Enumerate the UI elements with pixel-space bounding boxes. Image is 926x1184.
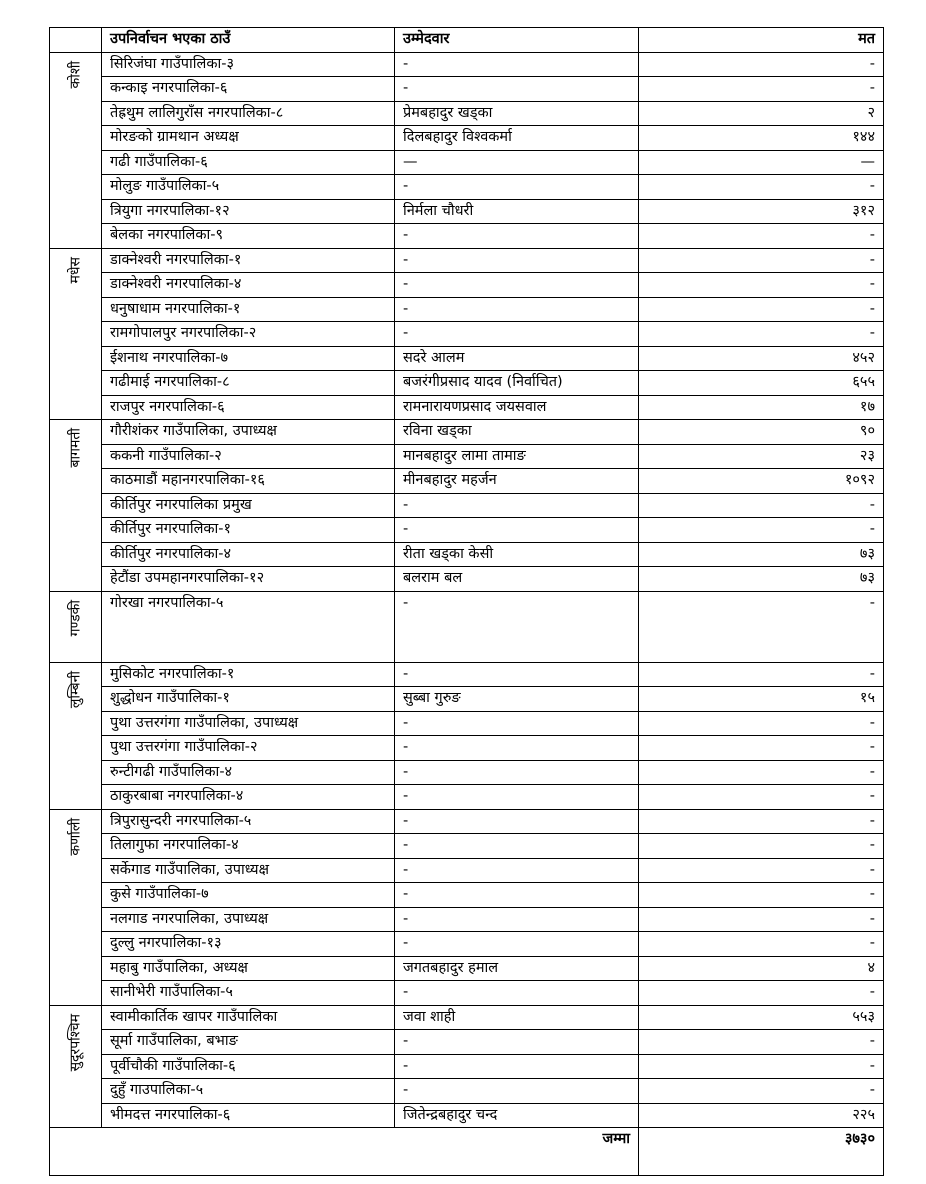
table-row (50, 956, 884, 981)
table-row (50, 591, 884, 662)
table-row (50, 346, 884, 371)
candidate-cell: - (395, 760, 639, 785)
votes-cell: - (639, 883, 884, 908)
place-cell: सानीभेरी गाउँपालिका-५ (102, 981, 395, 1006)
place-cell: राजपुर नगरपालिका-६ (102, 395, 395, 420)
table-row (50, 444, 884, 469)
table-row (50, 1103, 884, 1128)
place-cell: ककनी गाउँपालिका-२ (102, 444, 395, 469)
province-label: लुम्बिनी (67, 670, 83, 708)
candidate-cell: - (395, 297, 639, 322)
place-cell: कीर्तिपुर नगरपालिका-१ (102, 518, 395, 543)
total-row (50, 1128, 884, 1176)
place-header: उपनिर्वाचन भएका ठाउँ (102, 28, 395, 53)
table-row (50, 932, 884, 957)
place-cell: ईशनाथ नगरपालिका-७ (102, 346, 395, 371)
candidate-cell: - (395, 1054, 639, 1079)
votes-cell: - (639, 1054, 884, 1079)
votes-cell: - (639, 175, 884, 200)
candidate-cell: - (395, 175, 639, 200)
votes-cell: - (639, 248, 884, 273)
place-cell: रामगोपालपुर नगरपालिका-२ (102, 322, 395, 347)
votes-cell: - (639, 493, 884, 518)
place-cell: डाक्नेश्वरी नगरपालिका-४ (102, 273, 395, 298)
candidate-cell: रविना खड्का (395, 420, 639, 445)
table-row (50, 858, 884, 883)
place-cell: काठमाडौं महानगरपालिका-१६ (102, 469, 395, 494)
votes-cell: १४४ (639, 126, 884, 151)
place-cell: महाबु गाउँपालिका, अध्यक्ष (102, 956, 395, 981)
votes-cell: १०९२ (639, 469, 884, 494)
candidate-cell: दिलबहादुर विश्वकर्मा (395, 126, 639, 151)
votes-cell: - (639, 1030, 884, 1055)
province-label: कर्णाली (67, 817, 83, 856)
place-cell: गढीमाई नगरपालिका-८ (102, 371, 395, 396)
place-cell: रुन्टीगढी गाउँपालिका-४ (102, 760, 395, 785)
candidate-cell: सुब्बा गुरुङ (395, 687, 639, 712)
place-cell: कीर्तिपुर नगरपालिका प्रमुख (102, 493, 395, 518)
place-cell: गढी गाउँपालिका-६ (102, 150, 395, 175)
table-body (50, 52, 884, 1128)
votes-cell: - (639, 809, 884, 834)
province-label: गण्डकी (67, 599, 83, 636)
table-row (50, 297, 884, 322)
candidate-cell: - (395, 273, 639, 298)
candidate-cell: - (395, 591, 639, 662)
province-label: सुदूरपश्चिम (67, 1013, 83, 1071)
votes-cell: - (639, 834, 884, 859)
table-row (50, 199, 884, 224)
province-cell (50, 248, 102, 420)
votes-cell: ७३ (639, 542, 884, 567)
byelection-results-table (49, 27, 884, 1176)
table-row (50, 52, 884, 77)
place-cell: हेटौंडा उपमहानगरपालिका-१२ (102, 567, 395, 592)
table-row (50, 760, 884, 785)
table-row (50, 493, 884, 518)
candidate-cell: - (395, 834, 639, 859)
table-row (50, 395, 884, 420)
votes-cell: ५५३ (639, 1005, 884, 1030)
candidate-cell: - (395, 932, 639, 957)
place-cell: मोलुङ गाउँपालिका-५ (102, 175, 395, 200)
place-cell: पुथा उत्तरगंगा गाउँपालिका, उपाध्यक्ष (102, 711, 395, 736)
candidate-cell: - (395, 785, 639, 810)
votes-cell: ३१२ (639, 199, 884, 224)
votes-header: मत (639, 28, 884, 53)
table-row (50, 1054, 884, 1079)
place-cell: त्रिपुरासुन्दरी नगरपालिका-५ (102, 809, 395, 834)
province-cell (50, 52, 102, 248)
province-cell (50, 662, 102, 809)
candidate-cell: रीता खड्का केसी (395, 542, 639, 567)
candidate-cell: रामनारायणप्रसाद जयसवाल (395, 395, 639, 420)
place-cell: भीमदत्त नगरपालिका-६ (102, 1103, 395, 1128)
candidate-cell: - (395, 981, 639, 1006)
table-row (50, 711, 884, 736)
candidate-cell: - (395, 662, 639, 687)
votes-cell: - (639, 322, 884, 347)
place-cell: स्वामीकार्तिक खापर गाउँपालिका (102, 1005, 395, 1030)
province-cell (50, 809, 102, 1005)
votes-cell: २३ (639, 444, 884, 469)
votes-cell: - (639, 981, 884, 1006)
candidate-cell: - (395, 52, 639, 77)
candidate-cell: - (395, 322, 639, 347)
votes-cell: - (639, 1079, 884, 1104)
place-cell: कन्काइ नगरपालिका-६ (102, 77, 395, 102)
place-cell: मुसिकोट नगरपालिका-१ (102, 662, 395, 687)
place-cell: पूर्वीचौकी गाउँपालिका-६ (102, 1054, 395, 1079)
place-cell: डाक्नेश्वरी नगरपालिका-१ (102, 248, 395, 273)
candidate-cell: - (395, 224, 639, 249)
table-row (50, 883, 884, 908)
province-header (50, 28, 102, 53)
province-label: बागमती (67, 428, 83, 468)
table-row (50, 224, 884, 249)
candidate-cell: प्रेमबहादुर खड्का (395, 101, 639, 126)
candidate-cell: - (395, 809, 639, 834)
table-row (50, 542, 884, 567)
table-row (50, 469, 884, 494)
votes-cell: १५ (639, 687, 884, 712)
candidate-cell: जवा शाही (395, 1005, 639, 1030)
place-cell: कीर्तिपुर नगरपालिका-४ (102, 542, 395, 567)
candidate-cell: - (395, 248, 639, 273)
candidate-cell: - (395, 883, 639, 908)
place-cell: शुद्धोधन गाउँपालिका-१ (102, 687, 395, 712)
province-cell (50, 591, 102, 662)
votes-cell: - (639, 711, 884, 736)
candidate-cell: जितेन्द्रबहादुर चन्द (395, 1103, 639, 1128)
place-cell: मोरङको ग्रामथान अध्यक्ष (102, 126, 395, 151)
votes-cell: - (639, 785, 884, 810)
table-row (50, 371, 884, 396)
place-cell: सूर्मा गाउँपालिका, बभाङ (102, 1030, 395, 1055)
table-row (50, 981, 884, 1006)
votes-cell: १७ (639, 395, 884, 420)
table-row (50, 785, 884, 810)
place-cell: गौरीशंकर गाउँपालिका, उपाध्यक्ष (102, 420, 395, 445)
table-row (50, 150, 884, 175)
candidate-cell: निर्मला चौधरी (395, 199, 639, 224)
table-row (50, 175, 884, 200)
table-row (50, 662, 884, 687)
candidate-cell: मीनबहादुर महर्जन (395, 469, 639, 494)
candidate-cell: - (395, 736, 639, 761)
table-row (50, 834, 884, 859)
province-cell (50, 1005, 102, 1128)
candidate-cell: जगतबहादुर हमाल (395, 956, 639, 981)
table-row (50, 907, 884, 932)
table-row (50, 1079, 884, 1104)
candidate-cell: - (395, 493, 639, 518)
table-row (50, 101, 884, 126)
votes-cell: - (639, 932, 884, 957)
table-row (50, 77, 884, 102)
table-row (50, 420, 884, 445)
place-cell: तिलागुफा नगरपालिका-४ (102, 834, 395, 859)
votes-cell: ४ (639, 956, 884, 981)
votes-cell: - (639, 77, 884, 102)
votes-cell: - (639, 662, 884, 687)
votes-cell: - (639, 52, 884, 77)
votes-cell: - (639, 518, 884, 543)
province-label: मधेस (67, 256, 83, 283)
candidate-cell: बजरंगीप्रसाद यादव (निर्वाचित) (395, 371, 639, 396)
place-cell: तेह्रथुम लालिगुराँस नगरपालिका-८ (102, 101, 395, 126)
table-row (50, 736, 884, 761)
place-cell: कुसे गाउँपालिका-७ (102, 883, 395, 908)
votes-cell: - (639, 858, 884, 883)
place-cell: दुल्लु नगरपालिका-१३ (102, 932, 395, 957)
place-cell: पुथा उत्तरगंगा गाउँपालिका-२ (102, 736, 395, 761)
place-cell: गोरखा नगरपालिका-५ (102, 591, 395, 662)
votes-cell: — (639, 150, 884, 175)
votes-cell: - (639, 591, 884, 662)
candidate-cell: - (395, 711, 639, 736)
candidate-cell: - (395, 1079, 639, 1104)
table-row (50, 687, 884, 712)
votes-cell: २२५ (639, 1103, 884, 1128)
candidate-cell: - (395, 77, 639, 102)
place-cell: नलगाड नगरपालिका, उपाध्यक्ष (102, 907, 395, 932)
place-cell: सिरिजंघा गाउँपालिका-३ (102, 52, 395, 77)
votes-cell: ९० (639, 420, 884, 445)
place-cell: धनुषाधाम नगरपालिका-१ (102, 297, 395, 322)
place-cell: दुहुँ गाउपालिका-५ (102, 1079, 395, 1104)
place-cell: बेलका नगरपालिका-९ (102, 224, 395, 249)
votes-cell: - (639, 760, 884, 785)
place-cell: त्रियुगा नगरपालिका-१२ (102, 199, 395, 224)
candidate-cell: - (395, 1030, 639, 1055)
place-cell: सर्केगाड गाउँपालिका, उपाध्यक्ष (102, 858, 395, 883)
candidate-cell: मानबहादुर लामा तामाङ (395, 444, 639, 469)
votes-cell: - (639, 224, 884, 249)
place-cell: ठाकुरबाबा नगरपालिका-४ (102, 785, 395, 810)
table-header-row (50, 28, 884, 53)
candidate-cell: - (395, 518, 639, 543)
table-row (50, 809, 884, 834)
votes-cell: - (639, 736, 884, 761)
table-row (50, 1030, 884, 1055)
candidate-header: उम्मेदवार (395, 28, 639, 53)
province-cell (50, 420, 102, 592)
total-label: जम्मा (50, 1128, 639, 1176)
candidate-cell: सदरे आलम (395, 346, 639, 371)
table-row (50, 1005, 884, 1030)
votes-cell: ४५२ (639, 346, 884, 371)
table-row (50, 518, 884, 543)
votes-cell: ६५५ (639, 371, 884, 396)
votes-cell: - (639, 273, 884, 298)
candidate-cell: - (395, 858, 639, 883)
votes-cell: - (639, 907, 884, 932)
candidate-cell: — (395, 150, 639, 175)
total-votes: ३७३० (639, 1128, 884, 1176)
table-row (50, 567, 884, 592)
votes-cell: २ (639, 101, 884, 126)
candidate-cell: - (395, 907, 639, 932)
table-row (50, 126, 884, 151)
table-row (50, 322, 884, 347)
table-row (50, 273, 884, 298)
candidate-cell: बलराम बल (395, 567, 639, 592)
votes-cell: - (639, 297, 884, 322)
votes-cell: ७३ (639, 567, 884, 592)
table-row (50, 248, 884, 273)
province-label: कोशी (67, 60, 83, 89)
